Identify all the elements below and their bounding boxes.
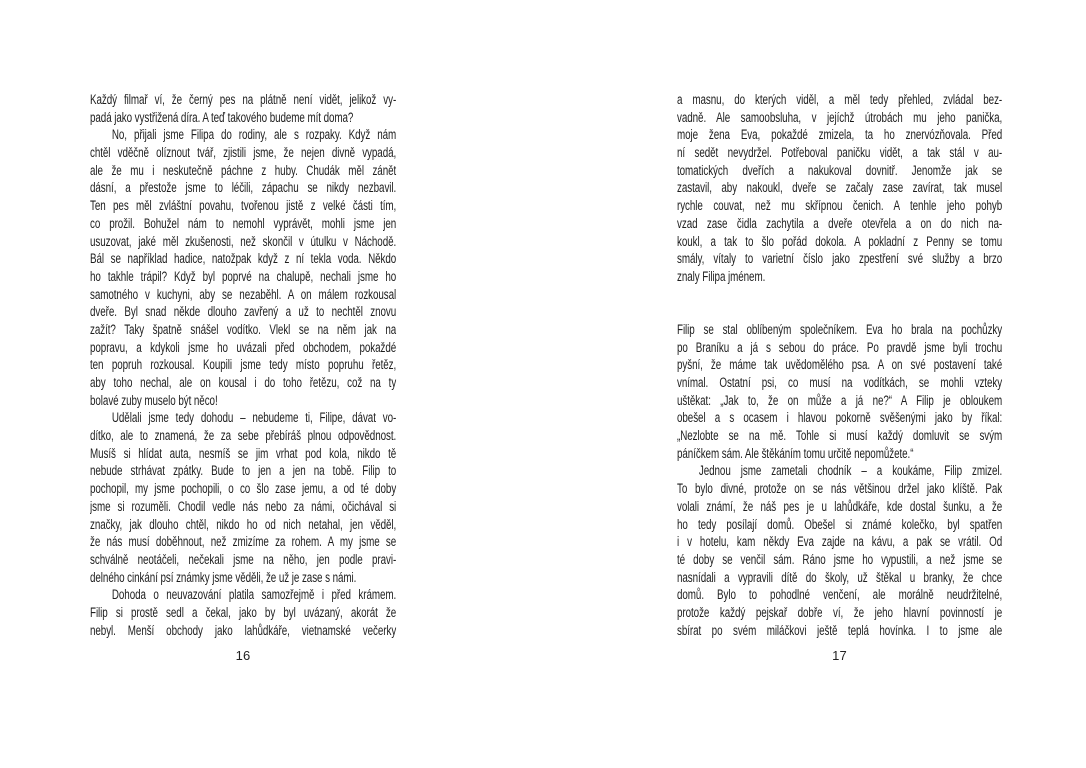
text-line: delného cinkání psí známky jsme věděli, že už je zase s námi. — [90, 569, 357, 585]
text-line: nebyl. Menší obchody jako lahůdkáře, vietnamské večerky — [90, 622, 397, 638]
text-line: ale že mu i neskutečně páchne z huby. Chudák měl zánět — [90, 162, 397, 178]
text-line: páníčkem sám. Ale štěkáním tomu určitě nepomůžete.“ — [677, 445, 914, 461]
paragraph — [677, 91, 1002, 286]
text-line: pochopil, my jsme pochopili, o co šlo zase jemu, a od té doby — [90, 481, 397, 497]
paragraph — [90, 586, 396, 639]
text-line: aby toho nechal, ale on kousal i do toho řetězu, což na ty — [90, 375, 397, 390]
text-line: ní sedět nevydržel. Potřeboval paničku vidět, a tak stál v au- — [677, 145, 1003, 161]
text-line: Udělali jsme tedy dohodu – nebudeme ti, Filipe, dávat vo- — [111, 410, 397, 426]
paragraph — [677, 321, 1002, 463]
text-line: volali známí, že náš pes je u lahůdkáře, kde dostal šunku, a že — [677, 498, 1003, 514]
text-line: vzad zase čidla zachytila a dveře otevřela a on do nich na- — [677, 215, 1003, 231]
text-line: zažít? Taky špatně snášel vodítko. Vlekl se na něm jak na — [90, 321, 397, 337]
text-line: Ten pes měl zvláštní povahu, tvořenou jistě z velké části tím, — [90, 198, 397, 214]
text-line: dásní, a přestože jsme to léčili, zápachu se nikdy nezbavil. — [90, 180, 397, 196]
text-line: dveře. Byl snad někde dlouho zavřený a už to nechtěl znovu — [90, 304, 397, 320]
text-line: usuzovat, jaké měl zkušenosti, než skončil v útulku v Náchodě. — [90, 233, 397, 249]
text-line: padá jako vystřižená díra. A teď takového budeme mít doma? — [90, 109, 354, 125]
paragraph — [90, 409, 396, 586]
text-line: ho tedy posílají domů. Obešel si známé kolečko, byl spatřen — [677, 516, 1003, 532]
text-line: že nás musí doběhnout, než zmizíme za rohem. A my jsme se — [90, 534, 397, 550]
text-line: Dohoda o neuvazování platila samozřejmě i před krámem. — [111, 587, 397, 603]
text-line: smály, vítaly to varietní číslo jako zpestření své služby a brzo — [677, 251, 1003, 267]
text-line: popravu, a kdykoli jsme ho uvázali před obchodem, pokaždé — [90, 339, 397, 355]
text-line: dítko, ale to znamená, že za sebe přebíráš plnou odpovědnost. — [90, 428, 397, 444]
text-line: zastavil, aby nakoukl, dveře se začaly zase zavírat, tak musel — [677, 180, 1003, 196]
text-line: té doby se venčil sám. Ráno jsme ho vypustili, a než jsme se — [677, 551, 1003, 567]
right-page-text-column — [677, 91, 1002, 639]
text-line: Jednou jsme zametali chodník – a koukáme, Filip zmizel. — [698, 463, 1003, 479]
text-line: vadně. Ale samoobsluha, v jejíchž útrobách mu jeho panička, — [677, 109, 1003, 125]
paragraph — [90, 91, 396, 126]
right-page-number: 17 — [832, 648, 847, 663]
text-line: ho takhle trápil? Když byl poprvé na chalupě, nechali jsme ho — [90, 268, 397, 284]
text-line: znaly Filipa jménem. — [677, 268, 766, 284]
text-line: po Braníku a já s sebou do práce. Po pravdě jsme byli trochu — [677, 339, 1003, 355]
text-line: a masnu, do kterých viděl, a měl tedy přehled, zvládal bez- — [677, 92, 1003, 107]
text-line: bolavé zuby muselo být něco! — [90, 392, 218, 408]
text-line: samotného v kuchyni, aby se nezaběhl. A on málem rozkousal — [90, 286, 397, 302]
paragraph — [90, 126, 396, 409]
text-line: nasnídali a vypravili dítě do školy, už štěkal u branky, že chce — [677, 569, 1003, 585]
left-page-text-column — [90, 91, 396, 639]
text-line: „Nezlobte se na mě. Tohle si musí každý domluvit se svým — [677, 428, 1003, 444]
text-line: moje žena Eva, pokaždé zmizela, ta ho znervózňovala. Před — [677, 127, 1003, 143]
text-line: No, přijali jsme Filipa do rodiny, ale s rozpaky. Když nám — [111, 127, 397, 143]
text-line: schválně neotáčeli, nečekali jsme na něho, jen podle pravi- — [90, 551, 397, 567]
text-line: Musíš si hlídat auta, nesmíš se jim vrhat pod kola, nikdo tě — [90, 445, 397, 461]
text-line: Filip si prostě sedl a čekal, jako by byl uvázaný, akorát že — [90, 604, 397, 620]
paragraph — [677, 462, 1002, 639]
text-line: Každý filmař ví, že černý pes na plátně není vidět, jelikož vy- — [90, 92, 397, 107]
text-line: ten popruh rozkousal. Koupili jsme tedy místo popruhu řetěz, — [90, 357, 397, 373]
text-line: Bál se například hadice, natožpak když z ní tekla voda. Někdo — [90, 251, 397, 267]
text-line: protože každý pejskař dobře ví, že jeho hlavní povinností je — [677, 604, 1003, 620]
text-line: i v hotelu, kam někdy Eva zajde na kávu, a pak se vrátil. Od — [677, 534, 1003, 550]
text-line: značky, jak dlouho chtěl, nikdo ho od nich netahal, jen věděl, — [90, 516, 397, 532]
text-line: uštěkat: „Jak to, že on může a já ne?“ A Filip je obloukem — [677, 392, 1003, 408]
text-line: domů. Bylo to pohodlné venčení, ale morálně neudržitelné, — [677, 587, 1003, 603]
text-line: Filip se stal oblíbeným společníkem. Eva ho brala na pochůzky — [677, 321, 1003, 337]
text-line: koukl, a tak to šlo pořád dokola. A pokladní z Penny se tomu — [677, 233, 1003, 249]
text-line: chtěl vděčně olíznout tvář, zjistili jsme, že nejen divně vypadá, — [90, 145, 397, 161]
text-line: rychle couvat, než mu skřípnou čenich. A tenhle jeho pohyb — [677, 198, 1003, 214]
text-line: To bylo divné, protože on se nás většinou držel jako klíště. Pak — [677, 481, 1003, 497]
text-line: tomatických dveřích a nakukoval dovnitř. Jenomže jak se — [677, 162, 1003, 178]
text-line: nebude strhávat zpátky. Bude to jen a jen na tobě. Filip to — [90, 463, 397, 479]
left-page-number: 16 — [235, 648, 251, 663]
text-line: co prožil. Bohužel nám to nemohl vyprávět, mohli jsme jen — [90, 215, 397, 231]
text-line: jsme si rozuměli. Chodil vedle nás nebo za námi, očichával si — [90, 498, 397, 514]
text-line: obešel a s ocasem i hlavou pokorně svěšenými jako by říkal: — [677, 410, 1003, 426]
text-line: pyšní, že máme tak uvědomělého psa. A on své postavení také — [677, 357, 1003, 373]
text-line: vnímal. Ostatní psi, co musí na vodítkách, se mohli vzteky — [677, 375, 1003, 391]
text-line: sbírat po svém miláčkovi ještě teplá hovínka. I to jsme ale — [677, 622, 1003, 638]
